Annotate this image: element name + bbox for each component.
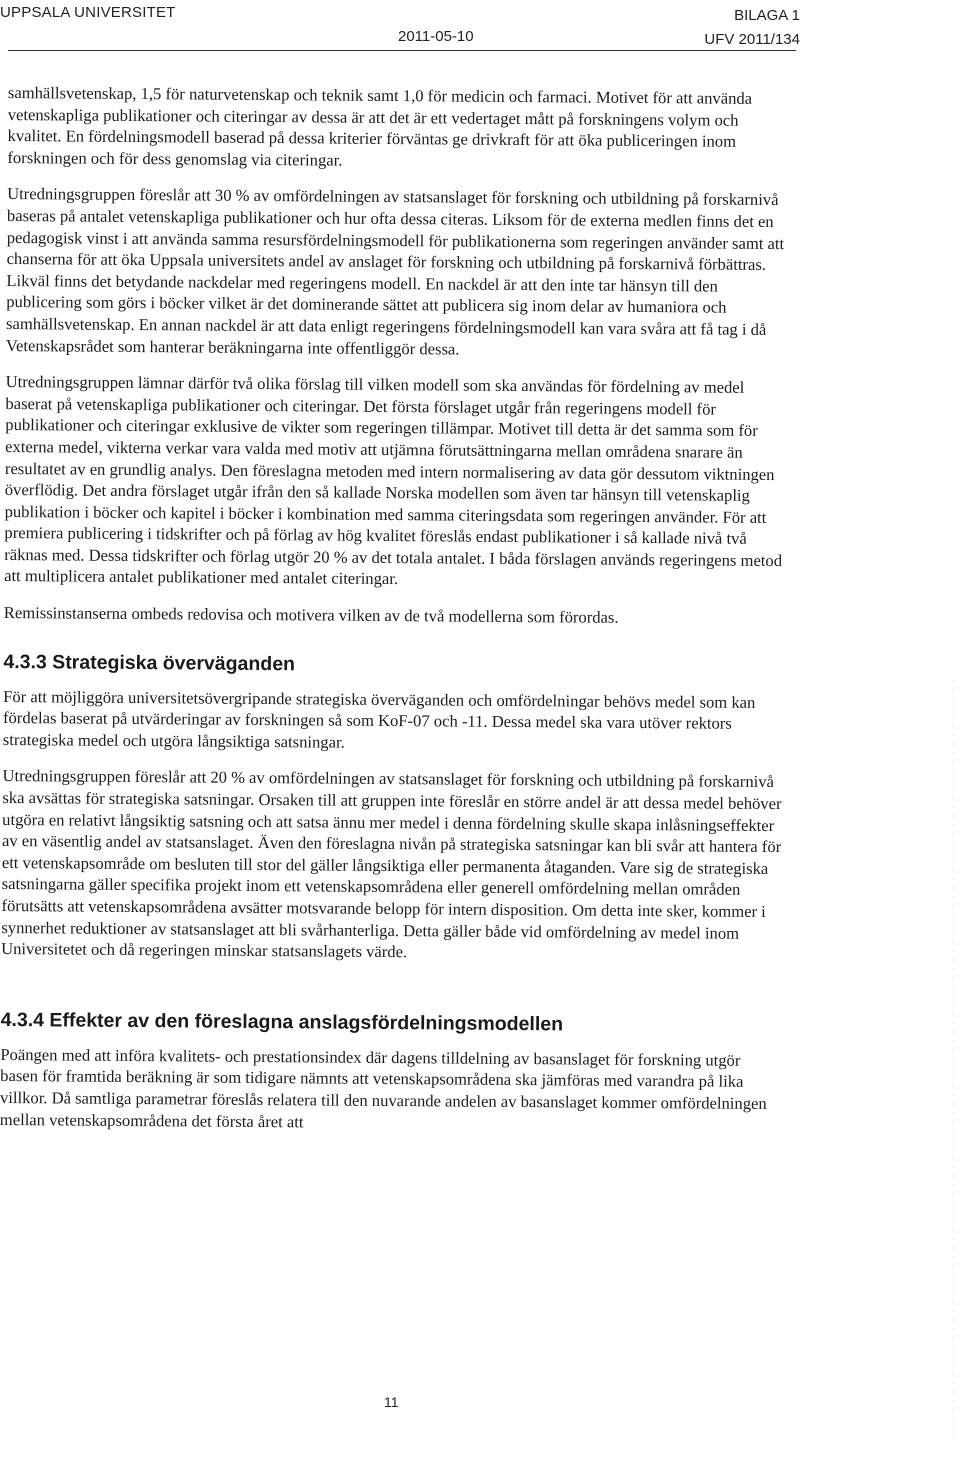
paragraph: För att möjliggöra universitetsövergripande strategiska överväganden och omfördelningar behövs medel som kan fördelas baserat på utvärderingar av forskningen så som KoF-07 och -11. Dessa medel ska vara utöver rektors strategiska medel och utgöra långsiktiga satsningar. — [2, 686, 756, 752]
document-body — [0, 82, 788, 1151]
document-reference: UFV 2011/134 — [704, 31, 800, 48]
scan-edge-artifact — [953, 680, 954, 1440]
paragraph: Utredningsgruppen föreslår att 30 % av omfördelningen av statsanslaget för forskning och utbildning på forskarnivå baseras på antalet vetenskapliga publikationer och hur ofta dessa citeras. Liksom för de externa medlen finns det en pedagogisk vinst i att använda samma resursfördelningsmodell för publikationerna som regeringen använder samt att chanserna för att öka Uppsala universitets andel av anslaget för forskning och utbildning på forskarnivå förbättras. Likväl finns det betydande nackdelar med regeringens modell. En nackdel är att den inte tar hänsyn till den publicering som görs i böcker vilket är det dominerande sättet att publicera sig inom delar av humaniora och samhällsvetenskap. En annan nackdel är att data enligt regeringens fördelningsmodell kan vara svåra att få tag i då Vetenskapsrådet som hanterar beräkningarna inte offentliggör dessa. — [5, 184, 785, 359]
section-heading-4-3-4: 4.3.4 Effekter av den föreslagna anslagsfördelningsmodellen — [0, 1008, 564, 1036]
header-divider — [8, 50, 796, 51]
paragraph: Utredningsgruppen lämnar därför två olika förslag till vilken modell som ska användas för fördelning av medel baserat på vetenskapliga publikationer och citeringar. Det första förslaget utgår från regeringens modell för publikationer och citeringar exklusive de vikter som regeringen tillämpar. Motivet till detta är det samma som för externa medel, vikterna verkar vara valda med motiv att utjämna förutsättningarna mellan områdena snarare än resultatet av en grundlig analys. Den föreslagna metoden med intern normalisering av data gör dessutom viktningen överflödig. Det andra förslaget utgår ifrån den så kallade Norska modellen som även tar hänsyn till vetenskaplig publikation i böcker och kapitel i böcker i kombination med samma citeringsdata som regeringen använder. För att premiera publicering i tidskrifter och på förlag av hög kvalitet föreslås endast publikationer i så kallade nivå två räknas med. Dessa tidskrifter och förlag utgör 20 % av det totala antalet. I båda förslagen används regeringens metod att multiplicera antalet publikationer med antalet citeringar. — [4, 372, 783, 589]
header-reference-block — [704, 4, 800, 52]
paragraph: Remissinstanserna ombeds redovisa och motivera vilken av de två modellerna som förordas. — [3, 603, 619, 627]
document-date: 2011-05-10 — [398, 28, 474, 45]
paragraph: Utredningsgruppen föreslår att 20 % av omfördelningen av statsanslaget för forskning och utbildning på forskarnivå ska avsättas för strategiska satsningar. Orsaken till att gruppen inte föreslår en större andel är att dessa medel behöver utgöra en relativt långsiktig satsning och att satsa ännu mer medel i denna fördelning skulle skapa inlåsningseffekter av en väsentlig andel av statsanslaget. Även den föreslagna nivån på strategiska satsningar kan bli svår att hantera för ett vetenskapsområde om besluten till stor del gäller långsiktiga eller permanenta åtaganden. Vare sig de strategiska satsningarna gäller specifika projekt inom ett vetenskapsområdena eller generell omfördelning mellan områden förutsätts att vetenskapsområdena avsätter motsvarande belopp för intern disposition. Om detta inte sker, kommer i synnerhet reduktioner av statsanslaget att bli svårhanterliga. Detta gäller både vid omfördelning av medel inom Universitetet och då regeringen minskar statsanslagets värde. — [1, 766, 782, 962]
section-heading-4-3-3: 4.3.3 Strategiska överväganden — [3, 650, 296, 675]
appendix-label: BILAGA 1 — [734, 7, 800, 24]
page-number: 11 — [384, 1394, 399, 1410]
paragraph: samhällsvetenskap, 1,5 för naturvetenskap och teknik samt 1,0 för medicin och farmaci. Motivet för att använda vetenskapliga publikationer och citeringar av dessa är att det är ett vedertaget mått på forskningens volym och kvalitet. En fördelningsmodell baserad på dessa kriterier förväntas ge drivkraft för att öka publiceringen inom forskningen och för dess genomslag via citeringar. — [7, 82, 753, 170]
paragraph: Poängen med att införa kvalitets- och prestationsindex där dagens tilldelning av basanslaget för forskning utgör basen för framtida beräkning är som tidigare nämnts att vetenskapsområdena ska jämföras med varandra på lika villkor. Då samtliga parametrar föreslås relatera till den nuvarande andelen av basanslaget kommer omfördelningen mellan vetenskapsområdena det första året att — [0, 1044, 767, 1131]
institution-name: UPPSALA UNIVERSITET — [0, 4, 176, 21]
